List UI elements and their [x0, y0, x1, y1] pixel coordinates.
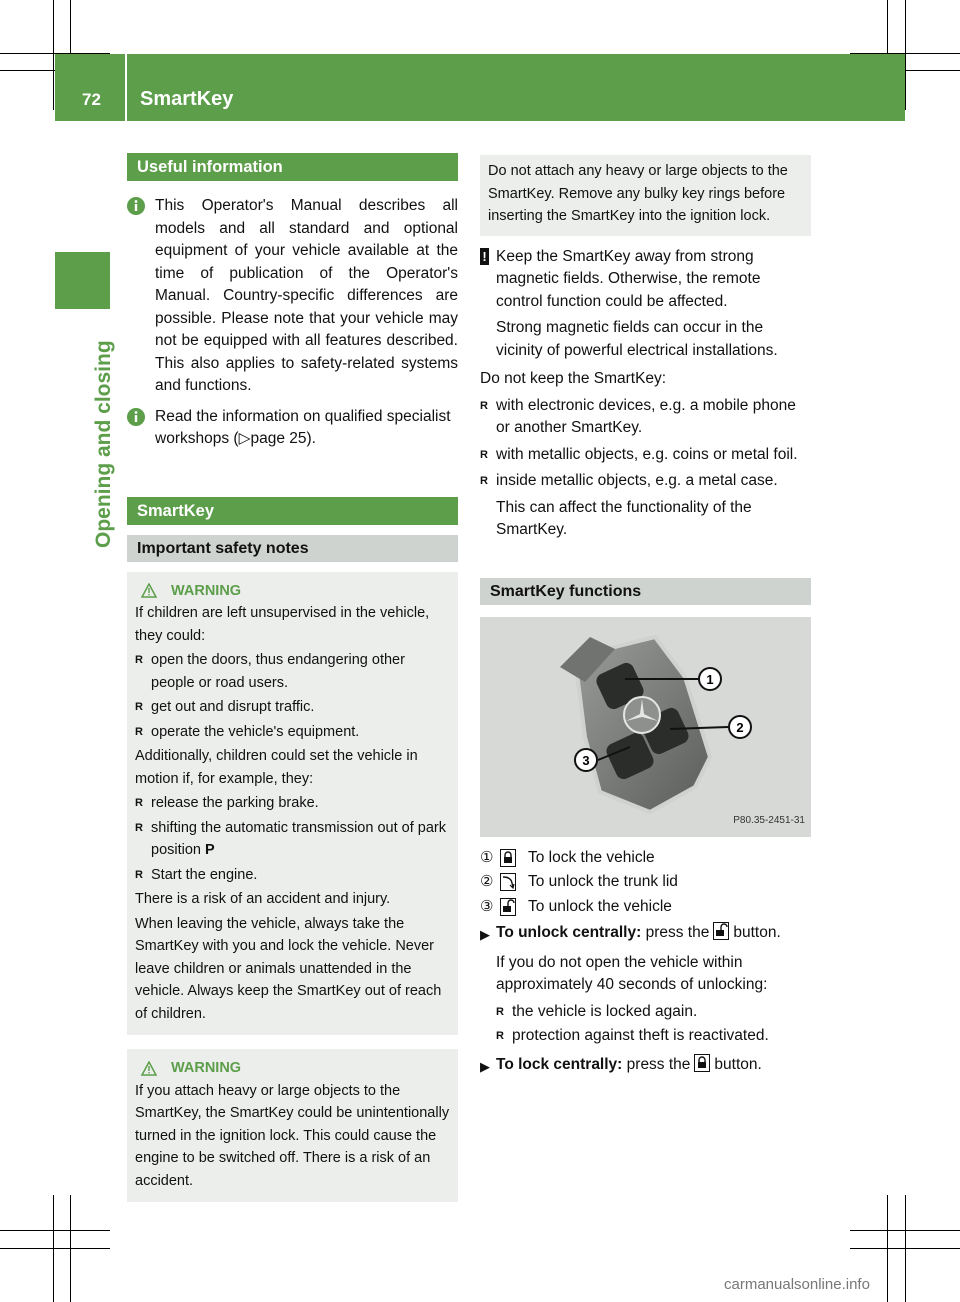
side-tab — [55, 252, 110, 309]
legend-item — [480, 871, 811, 894]
legend-item — [480, 896, 811, 919]
warning-title-text: WARNING — [171, 582, 242, 599]
note-box: Do not attach any heavy or large objects to the SmartKey. Remove any bulky key rings before inserting the SmartKey into the ignition lock. — [480, 155, 811, 236]
legend-text: To lock the vehicle — [528, 848, 655, 866]
page-ref-arrow-icon: ▷ — [238, 430, 251, 447]
warning-middle: Additionally, children could set the vehicle in motion if, for example, they: — [135, 748, 418, 787]
smartkey-figure — [480, 617, 811, 837]
warning-title-text: WARNING — [171, 1060, 242, 1076]
warning-box — [127, 1049, 458, 1202]
caution-icon: ! — [480, 248, 489, 265]
legend-number: ③ — [480, 897, 494, 915]
info2-post: ). — [306, 430, 316, 447]
list-item-text: with electronic devices, e.g. a mobile phone or another SmartKey. — [496, 396, 796, 436]
warning-triangle-icon — [141, 583, 157, 598]
bullet-icon: R — [496, 1005, 504, 1018]
callout-2: 2 — [736, 719, 744, 735]
bullet-icon: R — [480, 448, 488, 461]
list-item-text: open the doors, thus endangering other people or road users. — [151, 652, 405, 691]
page-number: 72 — [82, 90, 101, 109]
callout-3: 3 — [582, 752, 590, 768]
list-item-text-part: shifting the automatic transmission out of park position — [151, 819, 446, 858]
instruction-arrow-icon: ▶ — [480, 1058, 490, 1074]
list-item-text: release the parking brake. — [151, 795, 319, 811]
instruction-text: button. — [714, 1055, 762, 1073]
list-item-text: protection against theft is reactivated. — [512, 1027, 769, 1044]
instruction-label: To unlock centrally: — [496, 924, 642, 941]
bullet-icon: R — [480, 475, 488, 487]
list-item — [480, 395, 811, 440]
side-tab-label: Opening and closing — [91, 340, 115, 548]
legend-text: To unlock the trunk lid — [528, 873, 678, 890]
callout-1: 1 — [706, 671, 714, 687]
lock-icon — [694, 1054, 710, 1080]
list-item-text: the vehicle is locked again. — [512, 1002, 698, 1020]
list-item-text: operate the vehicle's equipment. — [151, 723, 360, 740]
caution-mark — [480, 246, 496, 363]
list-item-text: inside metallic objects, e.g. a metal case. — [496, 472, 778, 489]
list-item-text: with metallic objects, e.g. coins or metal foil. — [496, 445, 798, 463]
instruction-unlock — [480, 922, 811, 1048]
instruction-label: To lock centrally: — [496, 1055, 623, 1073]
caution-text: Keep the SmartKey away from strong magnetic fields. Otherwise, the remote control function could be affected. — [496, 247, 761, 310]
do-not-after: This can affect the functionality of the SmartKey. — [496, 498, 752, 538]
list-item — [496, 1025, 811, 1048]
instruction-lock — [480, 1054, 811, 1080]
warning-intro: If children are left unsupervised in the vehicle, they could: — [135, 605, 430, 644]
right-column — [480, 155, 811, 1079]
smartkey-heading: SmartKey — [127, 497, 458, 525]
figure-code: P80.35-2451-31 — [733, 815, 805, 826]
bullet-icon: R — [135, 701, 143, 713]
list-item — [135, 696, 450, 719]
bullet-icon: R — [135, 725, 143, 738]
info-icon — [127, 408, 145, 426]
warning-title — [135, 1057, 450, 1080]
footer-watermark: carmanualsonline.info — [724, 1276, 870, 1293]
instruction-text: button. — [733, 924, 781, 941]
bullet-icon: R — [135, 797, 143, 809]
list-item — [480, 470, 811, 493]
bullet-icon: R — [135, 654, 143, 666]
crop-mark — [70, 1195, 71, 1302]
instruction-text: press the — [645, 924, 710, 941]
info2-pre: Read the information on qualified specialist workshops ( — [155, 407, 451, 447]
list-item — [135, 721, 450, 744]
caution-note — [480, 246, 811, 363]
crop-mark — [887, 1195, 888, 1302]
crop-mark — [905, 1195, 906, 1302]
list-item-text: get out and disrupt traffic. — [151, 699, 315, 715]
legend-number: ① — [480, 848, 494, 866]
page-reference-link[interactable]: page 25 — [250, 430, 307, 447]
instruction-text: press the — [626, 1055, 691, 1073]
list-item — [135, 792, 450, 815]
instruction-arrow-icon: ▶ — [480, 927, 490, 942]
caution-text-2: Strong magnetic fields can occur in the vicinity of powerful electrical installations. — [496, 319, 778, 359]
warning-text: If you attach heavy or large objects to the SmartKey, the SmartKey could be unintentionally turned in the ignition lock. This could cause the engine to be switched off. There is a risk of an accident. — [135, 1082, 450, 1189]
instruction-note: If you do not open the vehicle within approximately 40 seconds of unlocking: — [496, 953, 768, 993]
list-item-text: Start the engine. — [151, 866, 258, 883]
useful-info-heading: Useful information — [127, 153, 458, 181]
side-tab-label-wrap — [55, 318, 115, 548]
park-position-letter: P — [205, 842, 215, 858]
bullet-icon: R — [135, 821, 143, 834]
do-not-intro: Do not keep the SmartKey: — [480, 370, 667, 387]
info-note — [127, 406, 458, 451]
list-item — [496, 1001, 811, 1024]
list-item — [135, 817, 450, 862]
bullet-icon: R — [496, 1030, 504, 1042]
legend-text: To unlock the vehicle — [528, 897, 672, 915]
warning-title — [135, 580, 450, 603]
info-icon — [127, 197, 145, 215]
functions-subheading: SmartKey functions — [480, 578, 811, 605]
unlock-icon — [713, 922, 729, 948]
bullet-icon: R — [480, 399, 488, 412]
smartkey-illustration — [480, 617, 811, 837]
crop-mark — [53, 0, 54, 110]
info-text: This Operator's Manual describes all models and all standard and optional equipment of your vehicle available at the time of publication of the Operator's Manual. Country-specific differences are possible. Please note that your vehicle may not be equipped with all features described. This also applies to safety-related systems and functions. — [155, 197, 458, 394]
warning-box — [127, 572, 458, 1036]
left-column — [127, 153, 458, 1202]
list-item-text — [151, 817, 450, 862]
trunk-icon — [500, 873, 520, 891]
crop-mark — [53, 1195, 54, 1302]
header-divider — [125, 54, 127, 121]
list-item — [480, 444, 811, 467]
crop-mark — [905, 0, 906, 110]
warning-triangle-icon — [141, 1061, 157, 1076]
unlock-icon — [500, 898, 520, 916]
legend-item — [480, 847, 811, 870]
list-item — [135, 864, 450, 887]
warning-closing: When leaving the vehicle, always take the SmartKey with you and lock the vehicle. Never leave children or animals unattended in the vehicle. Always keep the SmartKey out of reach of children. — [135, 915, 442, 1022]
info-text — [155, 406, 458, 451]
safety-notes-subheading: Important safety notes — [127, 535, 458, 562]
page-title: SmartKey — [140, 88, 234, 110]
crop-mark — [0, 1248, 110, 1249]
warning-risk: There is a risk of an accident and injury. — [135, 891, 391, 907]
lock-icon — [500, 849, 520, 867]
info-note — [127, 195, 458, 398]
crop-mark — [0, 1230, 110, 1231]
legend-number: ② — [480, 873, 494, 890]
bullet-icon: R — [135, 868, 143, 881]
list-item — [135, 649, 450, 694]
